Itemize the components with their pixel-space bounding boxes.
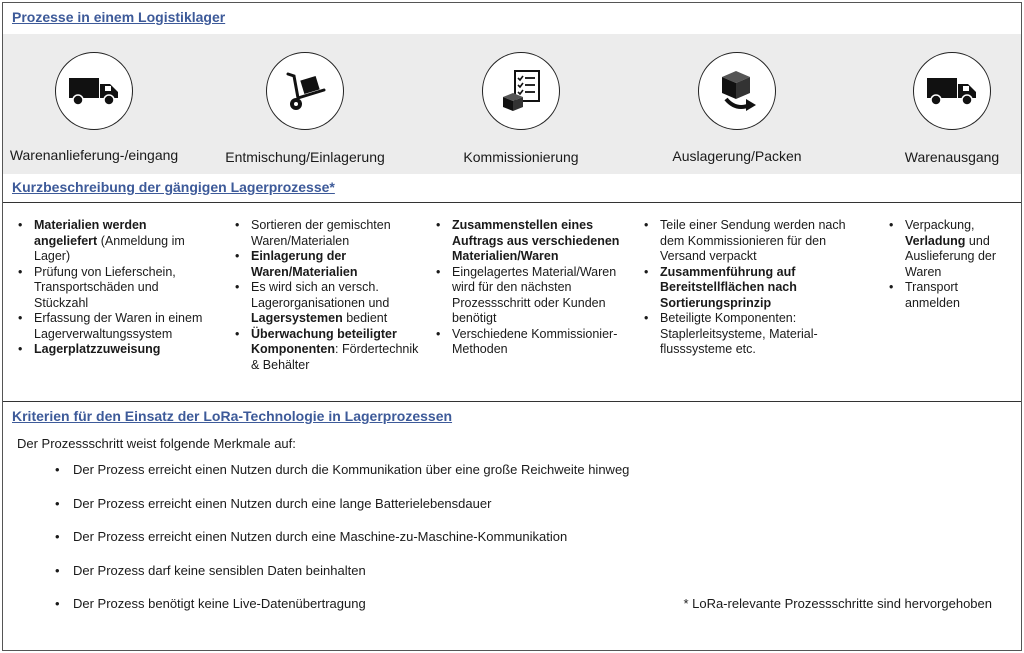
process-label: Entmischung/Einlagerung [225,149,385,165]
criteria-item: • Der Prozess erreicht einen Nutzen durch eine lange Batterielebensdauer [55,496,629,530]
description-bullet [233,327,423,374]
description-bullet [233,249,423,280]
description-bullet [434,327,634,358]
checklist-box-icon [497,67,545,115]
description-bullet [887,218,1015,280]
criteria-item: • Der Prozess benötigt keine Live-Datenübertragung [55,596,629,630]
bullet-text: Es wird sich an versch. Lagerorganisationen und [251,280,390,310]
bullet-text: Prüfung von Lieferschein, Transportschäden und Stückzahl [34,264,176,310]
process-kommissionierung [463,52,579,165]
criteria-item: • Der Prozess darf keine sensiblen Daten beinhalten [55,563,629,597]
process-circle [55,52,133,130]
process-entmischung [225,52,385,165]
highlighted-text: Materialien werden angeliefert [34,218,147,248]
description-bullet [887,280,1015,311]
process-warenanlieferung [9,52,179,163]
criteria-intro: Der Prozessschritt weist folgende Merkmale auf: [17,436,296,451]
box-arrow-icon [714,67,760,115]
description-bullet [642,311,864,358]
highlighted-text: Zusammenführung auf Bereitstellflächen nach Sortierungsprinzip [660,264,797,310]
process-warenausgang [904,52,1000,165]
bullet-text: Teile einer Sendung werden nach dem Kommissionieren für den Versand verpackt [660,218,846,263]
truck-icon [67,74,121,108]
highlighted-text: Verladung [905,233,966,248]
footnote: * LoRa-relevante Prozessschritte sind hervorgehoben [683,596,992,611]
highlighted-text: Lagerplatzzuweisung [34,342,161,356]
highlighted-text: Lagersystemen [251,311,343,325]
process-circle [698,52,776,130]
bullet-text: Eingelagertes Material/Waren wird für den nächsten Prozessschritt oder Kunden benötigt [452,264,617,325]
criteria-title: Kriterien für den Einsatz der LoRa-Technologie in Lagerprozessen [12,408,453,424]
bullet-text: bedient [342,311,388,325]
bullet-text: (Anmeldung im Lager) [34,233,185,263]
description-bullet [16,218,206,265]
description-bullet [642,265,864,312]
bullet-text: Transport anmelden [905,280,960,310]
process-label: Auslagerung/Packen [672,148,802,164]
description-bullet [16,265,206,312]
bullet-text: und Auslieferung der Waren [905,233,997,279]
description-column-1 [16,218,206,358]
criteria-list [55,462,629,630]
description-column-5 [887,218,1015,311]
truck-icon [925,74,979,108]
description-bullet [642,218,864,265]
description-bullet [233,218,423,249]
process-auslagerung [672,52,802,164]
process-label: Warenanlieferung-/eingang [9,147,179,163]
process-label: Warenausgang [904,149,1000,165]
criteria-item: • Der Prozess erreicht einen Nutzen durch eine Maschine-zu-Maschine-Kommunikation [55,529,629,563]
description-column-4 [642,218,864,358]
hand-truck-icon [282,68,328,114]
process-circle [482,52,560,130]
bullet-text: Sortieren der gemischten Waren/Materialen [251,218,391,248]
bullet-text: Verschiedene Kommissionier-Methoden [452,326,618,356]
bullet-text: Erfassung der Waren in einem Lagerverwaltungssystem [34,311,203,341]
description-bullet [233,280,423,327]
description-title: Kurzbeschreibung der gängigen Lagerprozesse* [12,179,335,195]
bullet-text: Beteiligte Komponenten: Staplerleitsysteme, Material-flusssysteme etc. [660,311,818,356]
highlighted-text: Überwachung beteiligter Komponenten [251,326,397,356]
processes-title: Prozesse in einem Logistiklager [12,9,226,25]
process-circle [913,52,991,130]
process-label: Kommissionierung [463,149,579,165]
process-circle [266,52,344,130]
description-bullet [16,311,206,342]
description-bullet [434,218,634,265]
highlighted-text: Einlagerung der Waren/Materialien [251,249,358,279]
criteria-item: • Der Prozess erreicht einen Nutzen durch die Kommunikation über eine große Reichweite hinweg [55,462,629,496]
description-bullet [16,342,206,358]
description-column-2 [233,218,423,373]
bullet-text: Verpackung, [905,218,975,232]
description-column-3 [434,218,634,358]
bullet-text: : Fördertechnik & Behälter [251,342,419,372]
highlighted-text: Zusammenstellen eines Auftrags aus verschiedenen Materialien/Waren [452,218,620,263]
description-bullet [434,265,634,327]
